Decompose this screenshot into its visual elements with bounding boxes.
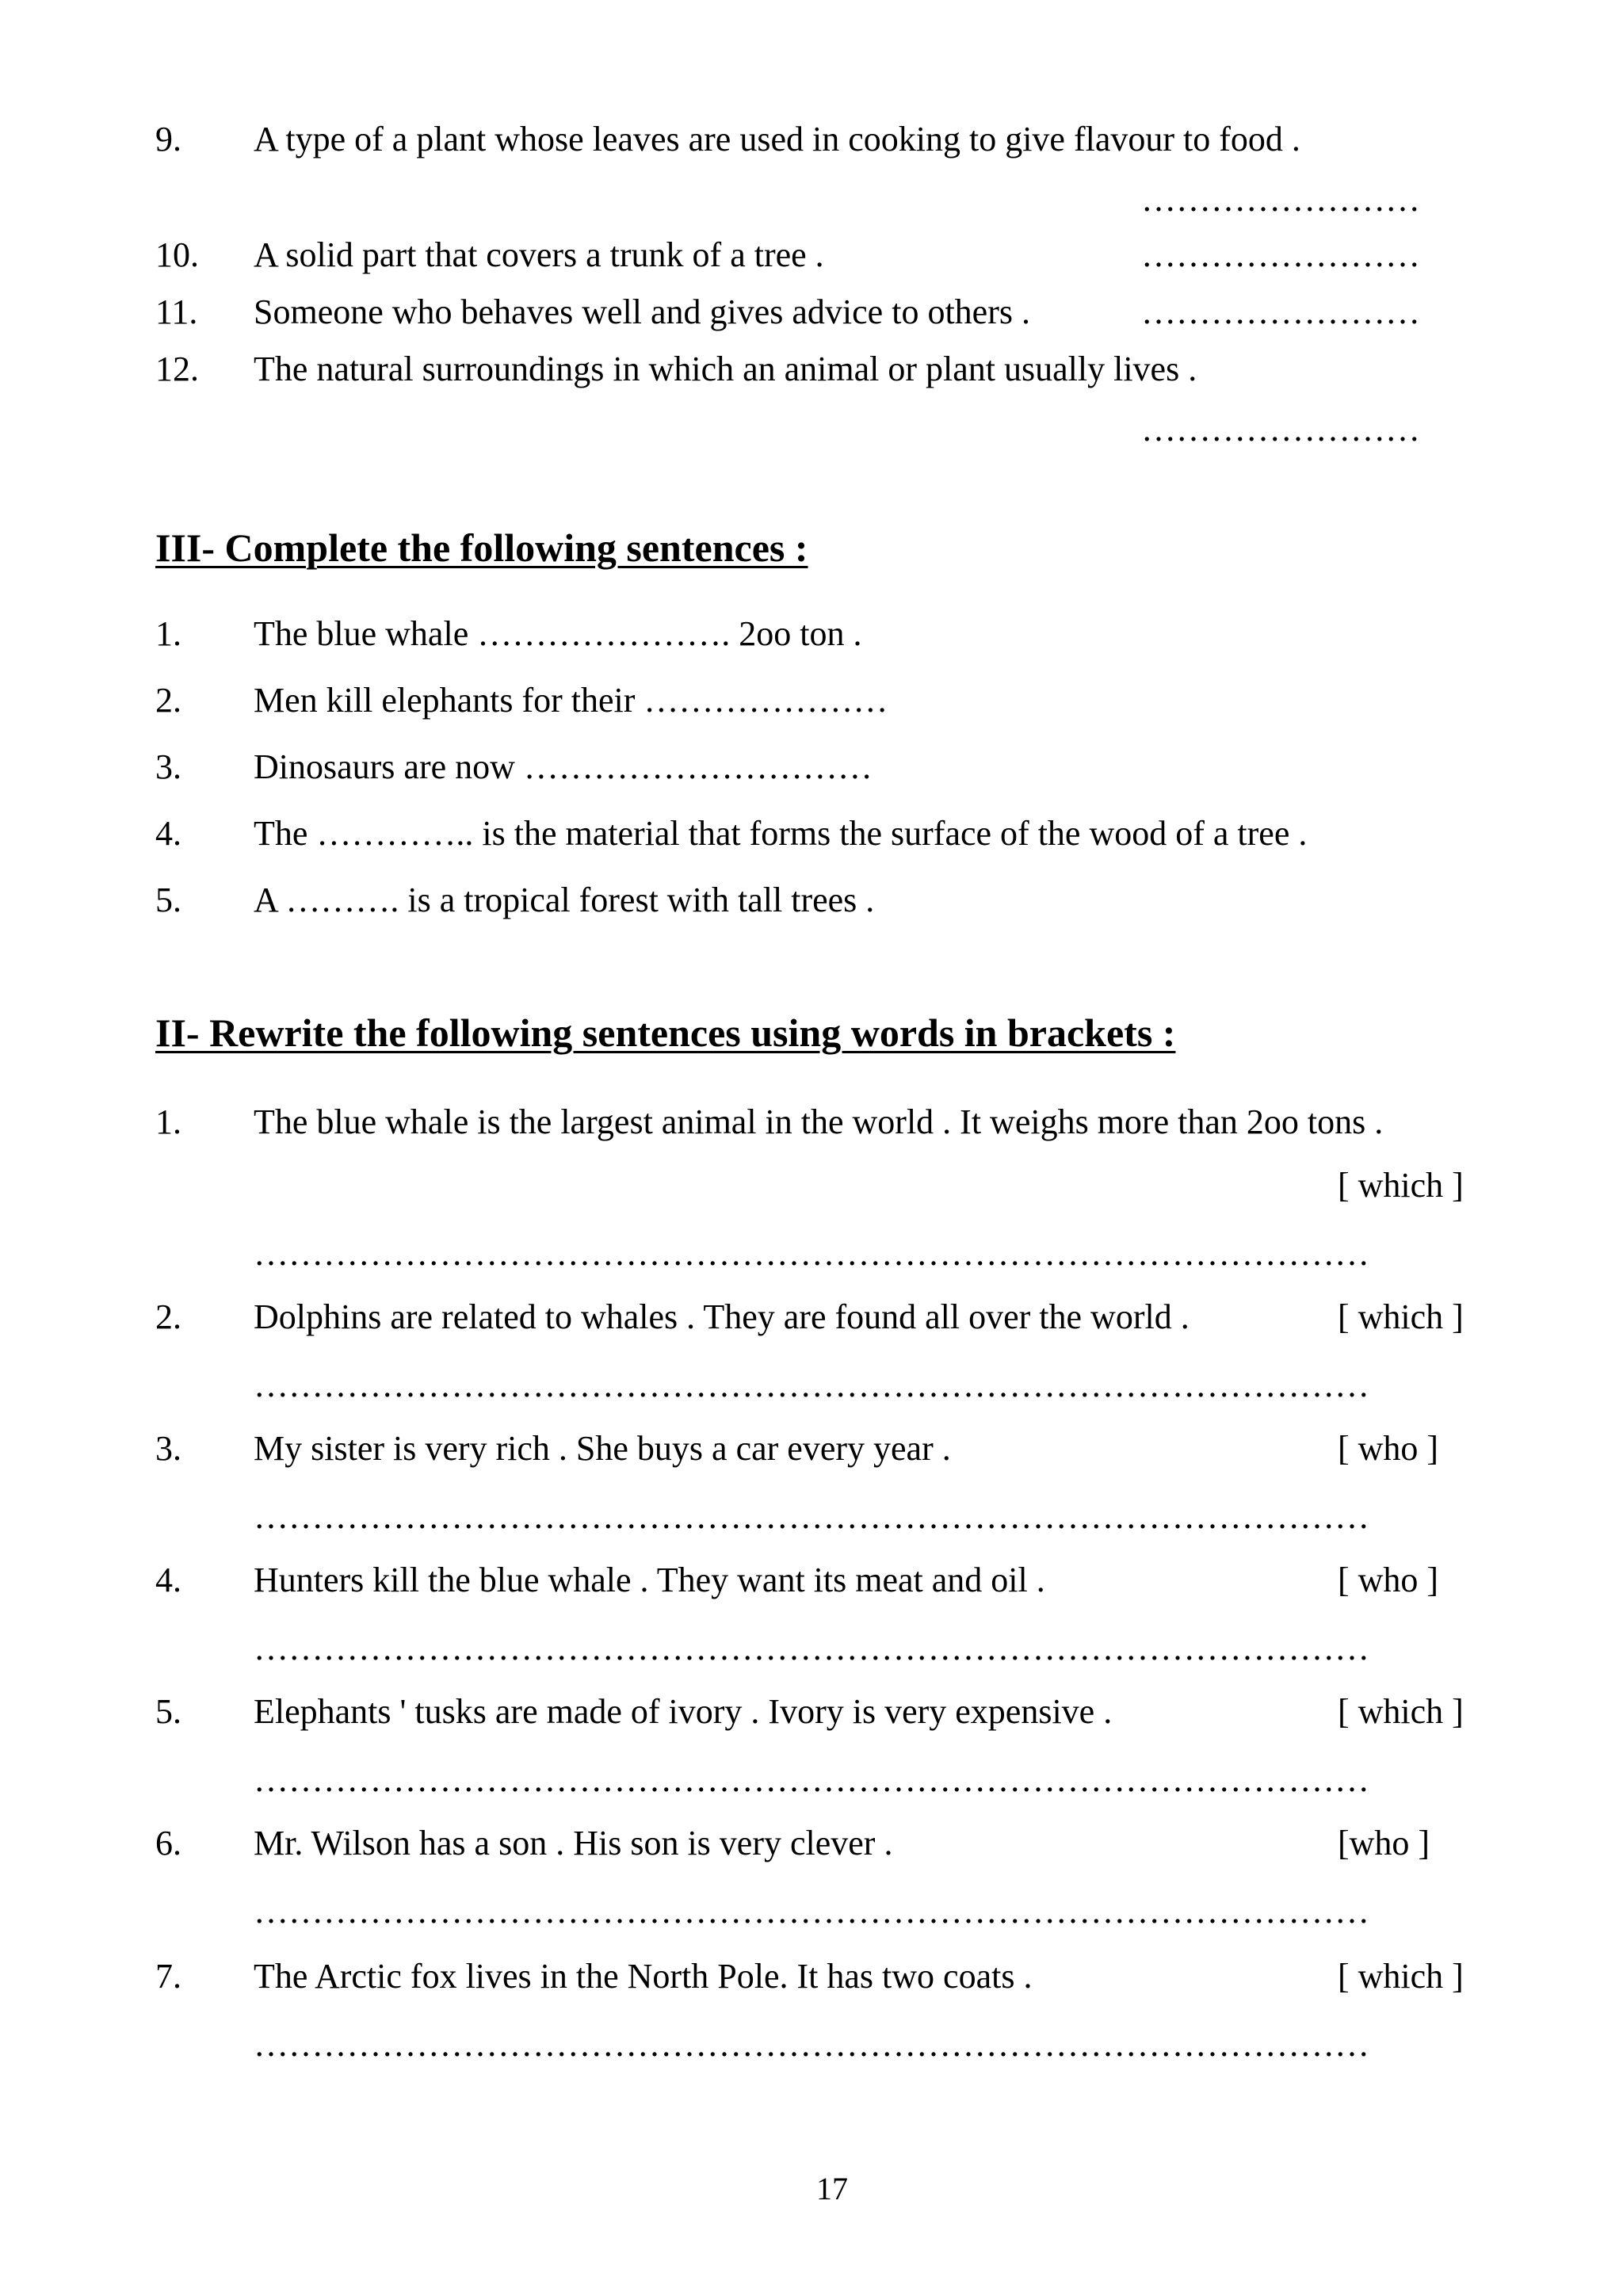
bracket-word: [ which ] bbox=[1338, 1692, 1464, 1731]
answer-line: …………………………………………………………………………………… bbox=[254, 1892, 1369, 1931]
item-number: 6. bbox=[155, 1824, 181, 1862]
item-number: 4. bbox=[155, 814, 181, 853]
item-text: A ………. is a tropical forest with tall trees . bbox=[254, 881, 875, 919]
item-number: 5. bbox=[155, 881, 181, 919]
item-number: 2. bbox=[155, 681, 181, 720]
item-number: 3. bbox=[155, 747, 181, 786]
answer-blank: …………………… bbox=[1141, 292, 1420, 331]
item-text: A type of a plant whose leaves are used in cooking to give flavour to food . bbox=[254, 120, 1300, 159]
item-number: 4. bbox=[155, 1561, 181, 1599]
item-number: 7. bbox=[155, 1957, 181, 1996]
item-number: 2. bbox=[155, 1297, 181, 1336]
item-text: Someone who behaves well and gives advice to others . bbox=[254, 292, 1030, 331]
section-heading: III- Complete the following sentences : bbox=[155, 525, 808, 570]
answer-line: …………………………………………………………………………………… bbox=[254, 1760, 1369, 1799]
page-number: 17 bbox=[816, 2171, 848, 2206]
answer-blank: …………………… bbox=[1141, 410, 1420, 449]
answer-blank: …………………… bbox=[1141, 180, 1420, 219]
item-text: Elephants ' tusks are made of ivory . Ivory is very expensive . bbox=[254, 1692, 1113, 1731]
bracket-word: [ who ] bbox=[1338, 1429, 1439, 1468]
section-heading: II- Rewrite the following sentences using words in brackets : bbox=[155, 1010, 1176, 1055]
item-number: 12. bbox=[155, 350, 199, 388]
answer-blank: …………………… bbox=[1141, 235, 1420, 274]
item-number: 1. bbox=[155, 614, 181, 653]
item-number: 9. bbox=[155, 120, 181, 159]
item-text: Dinosaurs are now ………………………… bbox=[254, 747, 873, 786]
item-number: 5. bbox=[155, 1692, 181, 1731]
item-text: Dolphins are related to whales . They are found all over the world . bbox=[254, 1297, 1190, 1336]
item-text: The ………….. is the material that forms the surface of the wood of a tree . bbox=[254, 814, 1308, 853]
item-number: 3. bbox=[155, 1429, 181, 1468]
item-text: Men kill elephants for their ………………… bbox=[254, 681, 888, 720]
bracket-word: [ which ] bbox=[1338, 1957, 1464, 1996]
item-text: The blue whale …………………. 2oo ton . bbox=[254, 614, 862, 653]
bracket-word: [ which ] bbox=[1338, 1166, 1464, 1205]
item-text: The blue whale is the largest animal in the world . It weighs more than 2oo tons . bbox=[254, 1102, 1384, 1141]
item-number: 1. bbox=[155, 1102, 181, 1141]
item-number: 10. bbox=[155, 235, 199, 274]
answer-line: …………………………………………………………………………………… bbox=[254, 1497, 1369, 1536]
bracket-word: [who ] bbox=[1338, 1824, 1430, 1862]
item-number: 11. bbox=[155, 292, 198, 331]
item-text: Hunters kill the blue whale . They want its meat and oil . bbox=[254, 1561, 1045, 1599]
item-text: My sister is very rich . She buys a car every year . bbox=[254, 1429, 951, 1468]
answer-line: …………………………………………………………………………………… bbox=[254, 1234, 1369, 1273]
bracket-word: [ which ] bbox=[1338, 1297, 1464, 1336]
answer-line: …………………………………………………………………………………… bbox=[254, 1366, 1369, 1404]
answer-line: …………………………………………………………………………………… bbox=[254, 1629, 1369, 1668]
item-text: Mr. Wilson has a son . His son is very clever . bbox=[254, 1824, 893, 1862]
item-text: A solid part that covers a trunk of a tree . bbox=[254, 235, 824, 274]
answer-line: …………………………………………………………………………………… bbox=[254, 2025, 1369, 2064]
item-text: The natural surroundings in which an animal or plant usually lives . bbox=[254, 350, 1197, 388]
bracket-word: [ who ] bbox=[1338, 1561, 1439, 1599]
item-text: The Arctic fox lives in the North Pole. It has two coats . bbox=[254, 1957, 1033, 1996]
